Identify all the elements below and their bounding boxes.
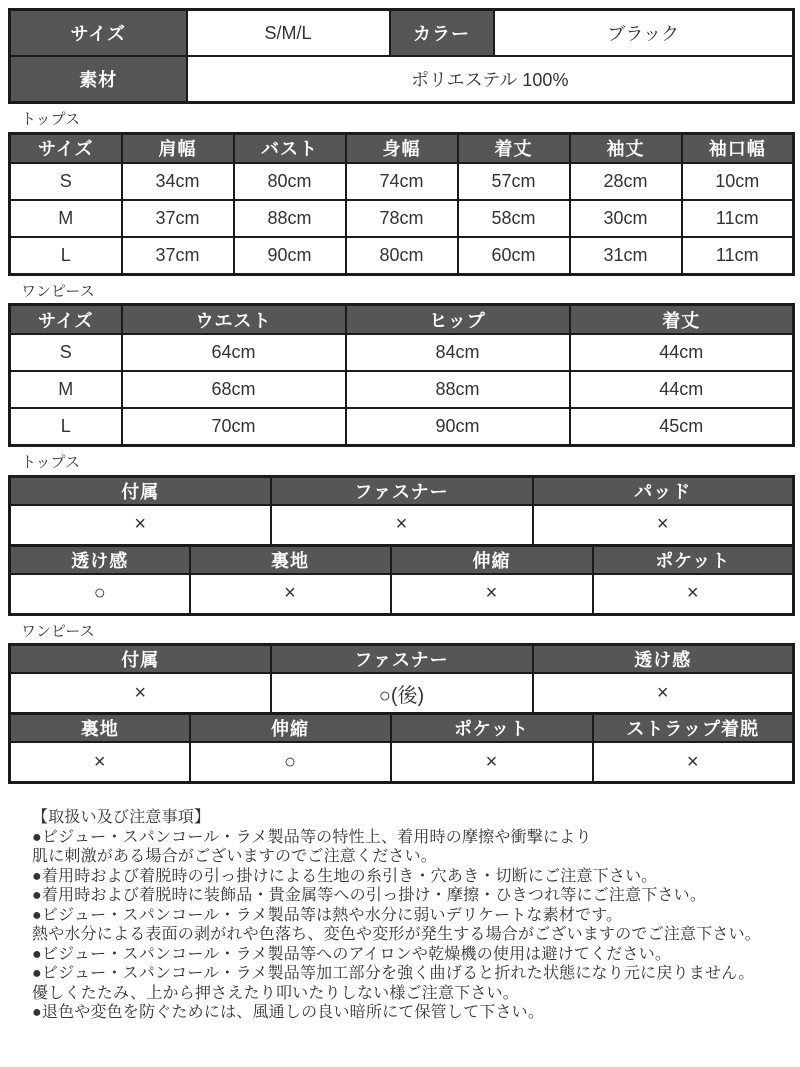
- measure-cell: 58cm: [458, 200, 570, 237]
- feature-header: 付属: [10, 645, 271, 674]
- feature-header: 透け感: [10, 545, 190, 574]
- feature-header: ストラップ着脱: [593, 714, 794, 743]
- product-spec-table: [8, 8, 795, 104]
- tops-size-table: [8, 132, 795, 276]
- note-line: ●ビジュー・スパンコール・ラメ製品等へのアイロンや乾燥機の使用は避けてください。: [32, 945, 672, 963]
- onepiece-features-table-top: [8, 643, 795, 715]
- onepiece-features-table-bottom: [8, 712, 795, 784]
- section-label-tops-features: トップス: [21, 454, 80, 471]
- feature-header: ファスナー: [271, 476, 533, 505]
- note-line: 肌に刺激がある場合がございますのでご注意ください。: [32, 848, 438, 865]
- size-value-cell: S/M/L: [187, 10, 390, 57]
- feature-header: 伸縮: [391, 545, 593, 574]
- feature-header: パッド: [533, 476, 794, 505]
- feature-header: 透け感: [533, 645, 794, 674]
- column-header: 身幅: [346, 133, 458, 163]
- measure-cell: 80cm: [234, 163, 346, 200]
- feature-value-cell: ×: [10, 673, 271, 714]
- note-line: ●ビジュー・スパンコール・ラメ製品等の特性上、着用時の摩擦や衝撃により: [32, 828, 592, 846]
- measure-cell: 88cm: [346, 371, 570, 408]
- table-row: [10, 163, 794, 200]
- column-header: 袖丈: [570, 133, 682, 163]
- color-value-cell: ブラック: [494, 10, 794, 57]
- table-header-row: [10, 714, 794, 743]
- table-row: [10, 673, 794, 714]
- column-header: 着丈: [458, 133, 570, 163]
- size-cell: M: [10, 371, 122, 408]
- measure-cell: 34cm: [122, 163, 234, 200]
- column-header: 着丈: [570, 305, 794, 335]
- size-cell: L: [10, 408, 122, 446]
- section-label-tops-size: トップス: [21, 111, 80, 128]
- size-cell: L: [10, 237, 122, 275]
- column-header: 肩幅: [122, 133, 234, 163]
- measure-cell: 68cm: [122, 371, 346, 408]
- feature-value-cell: ×: [391, 742, 593, 783]
- feature-header: 伸縮: [190, 714, 391, 743]
- feature-value-cell: ×: [391, 574, 593, 615]
- note-line: ●ビジュー・スパンコール・ラメ製品等加工部分を強く曲げると折れた状態になり元に戻りません。: [32, 965, 755, 982]
- size-label-cell: サイズ: [10, 10, 187, 57]
- feature-value-cell: ×: [10, 742, 190, 783]
- tops-features-table-top: [8, 475, 795, 547]
- measure-cell: 88cm: [234, 200, 346, 237]
- table-row: [10, 56, 794, 103]
- table-row: [10, 408, 794, 446]
- feature-header: ファスナー: [271, 645, 533, 674]
- measure-cell: 57cm: [458, 163, 570, 200]
- note-line: 優しくたたみ、上から押さえたり叩いたりしない様ご注意下さい。: [32, 984, 519, 1002]
- column-header: バスト: [234, 133, 346, 163]
- table-row: [10, 10, 794, 57]
- measure-cell: 90cm: [234, 237, 346, 275]
- feature-header: 裏地: [10, 714, 190, 743]
- table-header-row: [10, 476, 794, 505]
- feature-value-cell: ×: [10, 505, 271, 546]
- table-header-row: [10, 545, 794, 574]
- measure-cell: 37cm: [122, 237, 234, 275]
- handling-notes: [32, 808, 774, 1023]
- feature-value-cell: ×: [533, 673, 794, 714]
- feature-value-cell: ×: [190, 574, 391, 615]
- column-header: 袖口幅: [682, 133, 794, 163]
- measure-cell: 84cm: [346, 334, 570, 371]
- table-row: [10, 200, 794, 237]
- measure-cell: 10cm: [682, 163, 794, 200]
- feature-header: ポケット: [391, 714, 593, 743]
- measure-cell: 70cm: [122, 408, 346, 446]
- measure-cell: 44cm: [570, 371, 794, 408]
- feature-header: 付属: [10, 476, 271, 505]
- feature-value-cell: ×: [593, 574, 794, 615]
- measure-cell: 74cm: [346, 163, 458, 200]
- measure-cell: 31cm: [570, 237, 682, 275]
- measure-cell: 45cm: [570, 408, 794, 446]
- column-header: サイズ: [10, 305, 122, 335]
- feature-value-cell: ×: [533, 505, 794, 546]
- measure-cell: 28cm: [570, 163, 682, 200]
- measure-cell: 11cm: [682, 200, 794, 237]
- note-line: 熱や水分による表面の剥がれや色落ち、変色や変形が発生する場合がございますのでご注意下さい。: [32, 926, 762, 943]
- table-row: [10, 742, 794, 783]
- table-row: [10, 574, 794, 615]
- measure-cell: 80cm: [346, 237, 458, 275]
- table-header-row: [10, 133, 794, 163]
- table-row: [10, 505, 794, 546]
- measure-cell: 30cm: [570, 200, 682, 237]
- measure-cell: 44cm: [570, 334, 794, 371]
- feature-value-cell: ○(後): [271, 673, 533, 714]
- size-cell: M: [10, 200, 122, 237]
- feature-value-cell: ×: [271, 505, 533, 546]
- feature-value-cell: ○: [10, 574, 190, 615]
- note-line: ●退色や変色を防ぐためには、風通しの良い暗所にて保管して下さい。: [32, 1004, 545, 1021]
- column-header: サイズ: [10, 133, 122, 163]
- measure-cell: 11cm: [682, 237, 794, 275]
- column-header: ヒップ: [346, 305, 570, 335]
- material-label-cell: 素材: [10, 56, 187, 103]
- column-header: ウエスト: [122, 305, 346, 335]
- table-row: [10, 334, 794, 371]
- feature-header: 裏地: [190, 545, 391, 574]
- note-line: ●着用時および着脱時に装飾品・貴金属等への引っ掛け・摩擦・ひきつれ等にご注意下さい。: [32, 887, 707, 904]
- note-line: ●着用時および着脱時の引っ掛けによる生地の糸引き・穴あき・切断にご注意下さい。: [32, 867, 658, 885]
- color-label-cell: カラー: [390, 10, 494, 57]
- feature-value-cell: ×: [593, 742, 794, 783]
- measure-cell: 78cm: [346, 200, 458, 237]
- section-label-onepiece-size: ワンピース: [21, 282, 95, 300]
- note-line: ●ビジュー・スパンコール・ラメ製品等は熱や水分に弱いデリケートな素材です。: [32, 906, 623, 924]
- tops-features-table-bottom: [8, 544, 795, 616]
- onepiece-size-table: [8, 303, 795, 447]
- table-row: [10, 371, 794, 408]
- size-cell: S: [10, 163, 122, 200]
- measure-cell: 37cm: [122, 200, 234, 237]
- table-header-row: [10, 305, 794, 335]
- section-label-onepiece-features: ワンピース: [21, 622, 95, 640]
- feature-header: ポケット: [593, 545, 794, 574]
- notes-heading: 【取扱い及び注意事項】: [32, 809, 211, 826]
- measure-cell: 64cm: [122, 334, 346, 371]
- size-cell: S: [10, 334, 122, 371]
- measure-cell: 60cm: [458, 237, 570, 275]
- feature-value-cell: ○: [190, 742, 391, 783]
- material-value-cell: ポリエステル 100%: [187, 56, 794, 103]
- table-header-row: [10, 645, 794, 674]
- measure-cell: 90cm: [346, 408, 570, 446]
- table-row: [10, 237, 794, 275]
